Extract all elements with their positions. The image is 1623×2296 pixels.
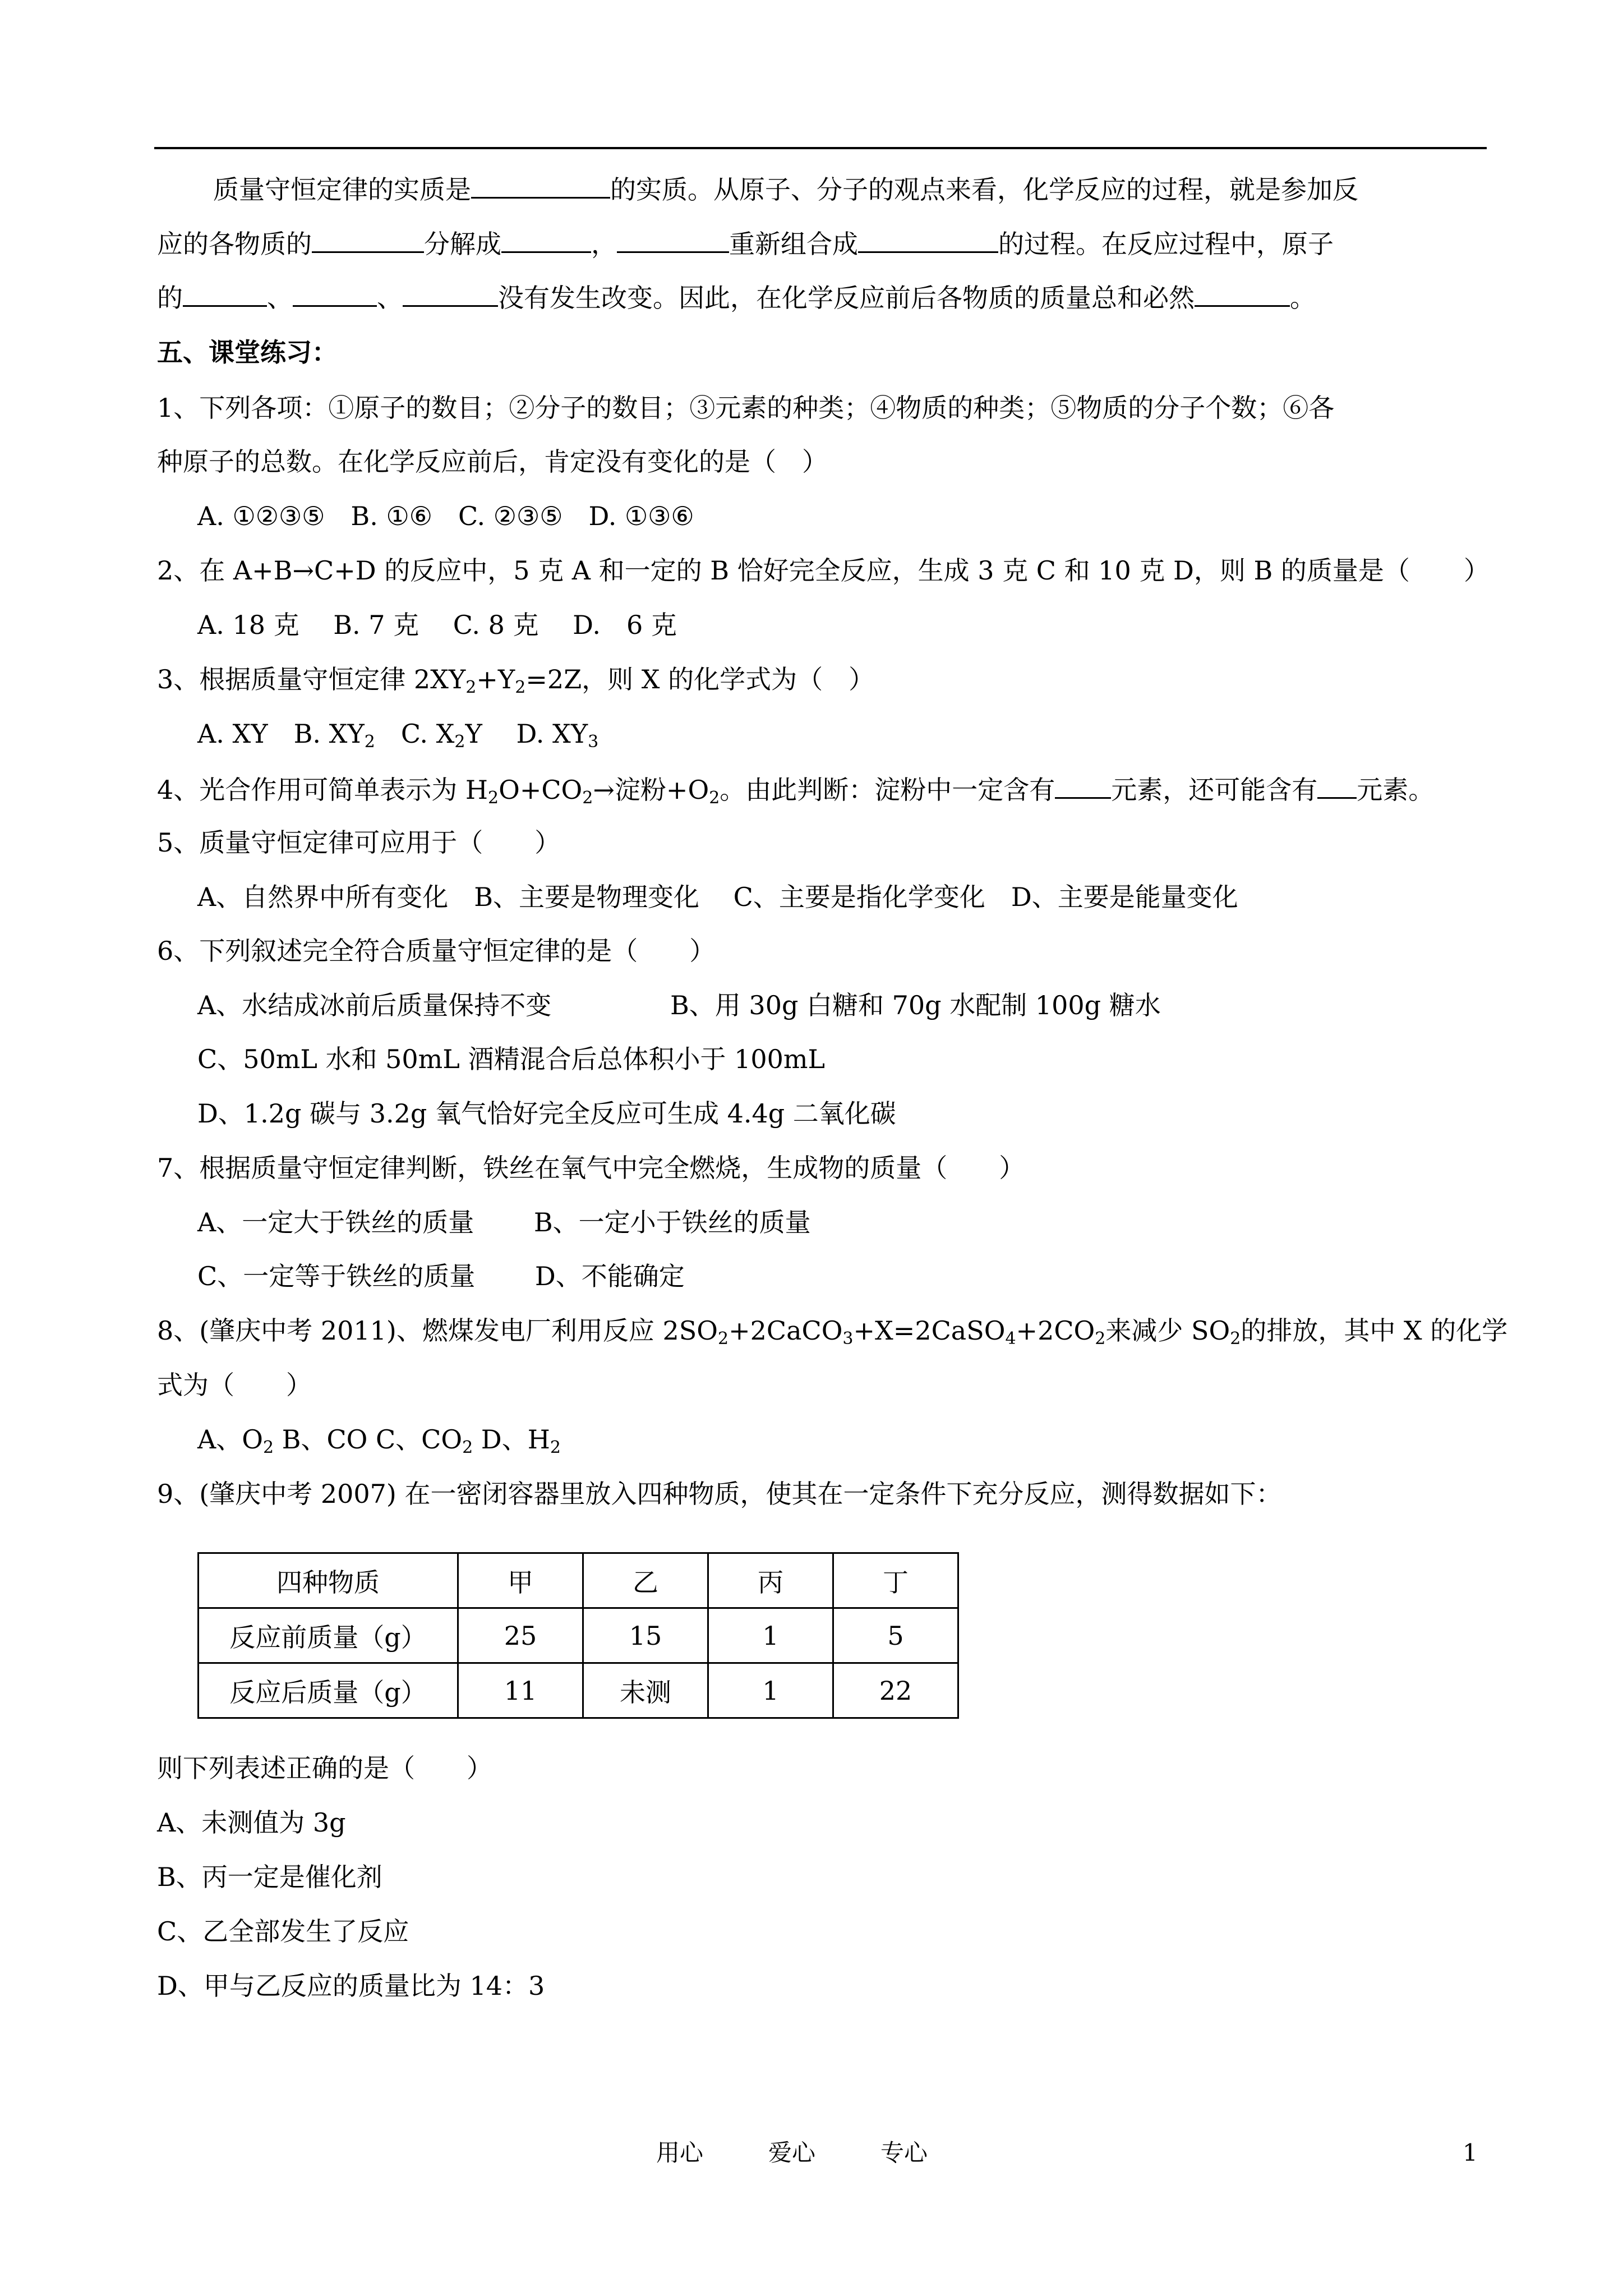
subscript: 2 [454, 732, 465, 752]
text: 没有发生改变。因此，在化学反应前后各物质的质量总和必然 [498, 283, 1195, 313]
subscript: 2 [462, 1438, 473, 1457]
intro-line-3 [157, 279, 1316, 315]
subscript: 2 [1095, 1329, 1106, 1349]
text: 的排放，其中 X 的化学 [1241, 1315, 1508, 1346]
text: 重新组合成 [729, 229, 858, 259]
table-cell: 反应前质量（g） [199, 1608, 458, 1663]
table-row [199, 1663, 958, 1718]
text: 、 [267, 283, 293, 313]
blank [471, 171, 610, 199]
q7-options-ab: A、一定大于铁丝的质量 B、一定小于铁丝的质量 [197, 1207, 811, 1237]
table-header-cell: 四种物质 [199, 1553, 458, 1608]
q9-option-c: C、乙全部发生了反应 [157, 1916, 409, 1947]
header-rule [154, 147, 1487, 149]
blank [183, 279, 267, 307]
table-cell: 5 [833, 1608, 958, 1663]
q3-options [197, 717, 598, 751]
blank [1195, 279, 1290, 307]
intro-line-2 [157, 226, 1334, 261]
text: +X=2CaSO [853, 1315, 1006, 1346]
blank [403, 279, 498, 307]
subscript: 2 [582, 788, 593, 808]
text: A、O [197, 1424, 263, 1455]
intro-line-1 [213, 171, 1358, 206]
text: 应的各物质的 [157, 229, 312, 259]
q2-options: A. 18 克 B. 7 克 C. 8 克 D. 6 克 [197, 610, 677, 640]
blank [312, 226, 424, 253]
section-title: 五、课堂练习： [157, 337, 338, 367]
table-cell: 1 [708, 1608, 833, 1663]
subscript: 2 [550, 1438, 561, 1457]
q8-line-1 [157, 1314, 1507, 1347]
q1-line-2: 种原子的总数。在化学反应前后，肯定没有变化的是（ ） [157, 447, 828, 477]
q2-paren-close: ） [1464, 555, 1490, 586]
text: 的过程。在反应过程中，原子 [998, 229, 1334, 259]
q3-line-1 [157, 662, 874, 696]
text: ， [591, 229, 617, 259]
q6-option-b: B、用 30g 白糖和 70g 水配制 100g 糖水 [670, 990, 1161, 1020]
q6-line-1: 6、下列叙述完全符合质量守恒定律的是（ ） [157, 936, 716, 966]
text: =2Z，则 X 的化学式为（ ） [525, 664, 875, 694]
text: D、H [473, 1424, 550, 1455]
table-header-cell: 丙 [708, 1553, 833, 1608]
blank [617, 226, 729, 253]
text: +Y [476, 664, 515, 694]
text: 。 [1290, 283, 1316, 313]
text: 的实质。从原子、分子的观点来看，化学反应的过程，就是参加反 [610, 174, 1358, 205]
q1-line-1: 1、下列各项：①原子的数目；②分子的数目；③元素的种类；④物质的种类；⑤物质的分子个数；⑥各 [157, 393, 1335, 423]
text: 3、根据质量守恒定律 2XY [157, 664, 466, 694]
subscript: 2 [717, 1329, 729, 1349]
text: 质量守恒定律的实质是 [213, 174, 471, 205]
text: C. X [375, 719, 455, 749]
q6-option-c: C、50mL 水和 50mL 酒精混合后总体积小于 100mL [197, 1044, 826, 1074]
text: 4、光合作用可简单表示为 H [157, 775, 488, 805]
q6-option-d: D、1.2g 碳与 3.2g 氧气恰好完全反应可生成 4.4g 二氧化碳 [197, 1098, 896, 1129]
text: 元素。 [1357, 775, 1435, 805]
q2-line-1: 2、在 A+B→C+D 的反应中，5 克 A 和一定的 B 恰好完全反应，生成 3 克 C 和 10 克 D，则 B 的质量是（ [157, 555, 1410, 586]
table-header-row [199, 1553, 958, 1608]
text: 来减少 SO [1105, 1315, 1230, 1346]
table-header-cell: 丁 [833, 1553, 958, 1608]
footer-word-1: 用心 [656, 2139, 704, 2166]
q8-options [197, 1423, 561, 1456]
subscript: 2 [1230, 1329, 1241, 1349]
table-cell: 15 [583, 1608, 708, 1663]
table-cell: 22 [833, 1663, 958, 1718]
text: 的 [157, 283, 183, 313]
text: O+CO [499, 775, 583, 805]
q9-option-a: A、未测值为 3g [157, 1807, 346, 1838]
table-cell: 未测 [583, 1663, 708, 1718]
text: A. XY B. XY [197, 719, 365, 749]
subscript: 2 [262, 1438, 274, 1457]
q9-option-b: B、丙一定是催化剂 [157, 1862, 382, 1892]
table-header-cell: 甲 [458, 1553, 583, 1608]
q9-ask: 则下列表述正确的是（ ） [157, 1753, 492, 1783]
subscript: 4 [1005, 1329, 1016, 1349]
q1-options: A. ①②③⑤ B. ①⑥ C. ②③⑤ D. ①③⑥ [197, 501, 694, 531]
subscript: 2 [364, 732, 375, 752]
blank [1317, 771, 1357, 799]
table-cell: 25 [458, 1608, 583, 1663]
blank [1055, 771, 1111, 799]
footer-word-2: 爱心 [768, 2139, 816, 2166]
text: 。由此判断：淀粉中一定含有 [720, 775, 1055, 805]
subscript: 2 [465, 678, 477, 697]
subscript: 2 [488, 788, 499, 808]
blank [858, 226, 998, 253]
blank [501, 226, 591, 253]
q7-options-cd: C、一定等于铁丝的质量 D、不能确定 [197, 1261, 685, 1291]
text: +2CaCO [728, 1315, 843, 1346]
subscript: 3 [842, 1329, 854, 1349]
text: B、CO C、CO [274, 1424, 463, 1455]
text: 分解成 [424, 229, 501, 259]
table-header-cell: 乙 [583, 1553, 708, 1608]
table-cell: 1 [708, 1663, 833, 1718]
q9-line-1: 9、(肇庆中考 2007) 在一密闭容器里放入四种物质，使其在一定条件下充分反应，测得数据如下： [157, 1479, 1282, 1509]
q5-line-1: 5、质量守恒定律可应用于（ ） [157, 827, 561, 858]
q7-line-1: 7、根据质量守恒定律判断，铁丝在氧气中完全燃烧，生成物的质量（ ） [157, 1153, 1025, 1183]
text: 元素，还可能含有 [1111, 775, 1318, 805]
data-table [197, 1552, 959, 1719]
blank [293, 279, 377, 307]
q8-line-2: 式为（ ） [157, 1370, 312, 1400]
q4-line [157, 771, 1434, 807]
subscript: 2 [709, 788, 720, 808]
q5-options: A、自然界中所有变化 B、主要是物理变化 C、主要是指化学变化 D、主要是能量变化 [197, 882, 1238, 912]
text: +2CO [1016, 1315, 1095, 1346]
table-cell: 11 [458, 1663, 583, 1718]
subscript: 2 [515, 678, 526, 697]
q6-option-a: A、水结成冰前后质量保持不变 [197, 990, 552, 1020]
text: 、 [377, 283, 403, 313]
page-number: 1 [1463, 2139, 1478, 2166]
text: →淀粉+O [593, 775, 709, 805]
table-cell: 反应后质量（g） [199, 1663, 458, 1718]
q9-option-d: D、甲与乙反应的质量比为 14：3 [157, 1971, 545, 2001]
footer-word-3: 专心 [880, 2139, 928, 2166]
subscript: 3 [588, 732, 599, 752]
table-row [199, 1608, 958, 1663]
text: 8、(肇庆中考 2011)、燃煤发电厂利用反应 2SO [157, 1315, 718, 1346]
text: Y D. XY [465, 719, 588, 749]
